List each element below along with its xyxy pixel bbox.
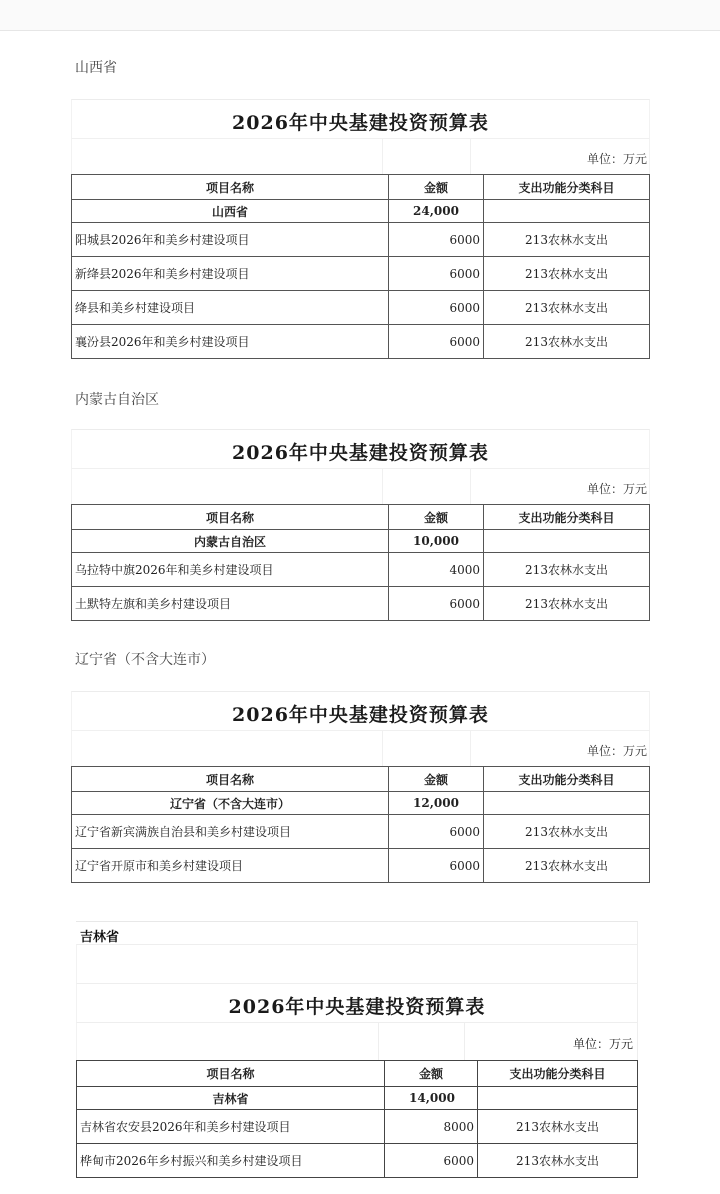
summary-name: 山西省 [72, 200, 389, 223]
table-header-row [72, 767, 650, 792]
sheet-title: 2026年中央基建投资预算表 [232, 442, 489, 464]
col-header-category: 支出功能分类科目 [484, 767, 650, 792]
sheet-title: 2026年中央基建投资预算表 [232, 112, 489, 134]
section-label-shanxi: 山西省 [75, 60, 117, 76]
project-category: 213农林水支出 [484, 553, 650, 587]
sheet-title: 2026年中央基建投资预算表 [228, 996, 486, 1018]
project-amount: 6000 [389, 325, 484, 359]
summary-row [77, 1087, 638, 1110]
summary-amount: 14,000 [385, 1087, 478, 1110]
project-amount: 6000 [389, 815, 484, 849]
table-row [77, 1110, 638, 1144]
col-header-category: 支出功能分类科目 [478, 1061, 638, 1087]
budget-table [71, 504, 650, 621]
project-amount: 6000 [389, 257, 484, 291]
project-category: 213农林水支出 [484, 291, 650, 325]
col-header-amount: 金额 [389, 505, 484, 530]
project-name: 桦甸市2026年乡村振兴和美乡村建设项目 [77, 1144, 385, 1178]
unit-label: 单位：万元 [586, 152, 647, 166]
project-amount: 8000 [385, 1110, 478, 1144]
summary-row [72, 200, 650, 223]
project-category: 213农林水支出 [484, 815, 650, 849]
project-name: 襄汾县2026年和美乡村建设项目 [72, 325, 389, 359]
project-name: 阳城县2026年和美乡村建设项目 [72, 223, 389, 257]
project-amount: 6000 [389, 587, 484, 621]
budget-sheet-liaoning [71, 691, 650, 883]
unit-label: 单位：万元 [586, 744, 647, 758]
col-header-category: 支出功能分类科目 [484, 175, 650, 200]
project-name: 辽宁省开原市和美乡村建设项目 [72, 849, 389, 883]
top-bar [0, 0, 720, 31]
budget-sheet-inner-mongolia [71, 429, 650, 621]
project-name: 绛县和美乡村建设项目 [72, 291, 389, 325]
section-label-liaoning: 辽宁省（不含大连市） [75, 652, 215, 668]
unit-label: 单位：万元 [572, 1037, 633, 1051]
summary-name: 吉林省 [77, 1087, 385, 1110]
project-amount: 6000 [389, 849, 484, 883]
section-label-inner-mongolia: 内蒙古自治区 [75, 392, 159, 408]
table-row [77, 1144, 638, 1178]
project-category: 213农林水支出 [484, 587, 650, 621]
project-name: 吉林省农安县2026年和美乡村建设项目 [77, 1110, 385, 1144]
table-row [72, 257, 650, 291]
project-amount: 4000 [389, 553, 484, 587]
project-amount: 6000 [389, 291, 484, 325]
project-category: 213农林水支出 [484, 223, 650, 257]
table-row [72, 325, 650, 359]
project-name: 乌拉特中旗2026年和美乡村建设项目 [72, 553, 389, 587]
project-amount: 6000 [385, 1144, 478, 1178]
col-header-category: 支出功能分类科目 [484, 505, 650, 530]
summary-amount: 10,000 [389, 530, 484, 553]
project-category: 213农林水支出 [478, 1144, 638, 1178]
table-row [72, 553, 650, 587]
table-row [72, 223, 650, 257]
table-header-row [77, 1061, 638, 1087]
table-header-row [72, 505, 650, 530]
col-header-amount: 金额 [389, 767, 484, 792]
summary-row [72, 792, 650, 815]
table-row [72, 815, 650, 849]
project-name: 辽宁省新宾满族自治县和美乡村建设项目 [72, 815, 389, 849]
col-header-amount: 金额 [389, 175, 484, 200]
col-header-name: 项目名称 [72, 505, 389, 530]
table-row [72, 587, 650, 621]
unit-label: 单位：万元 [586, 482, 647, 496]
project-name: 新绛县2026年和美乡村建设项目 [72, 257, 389, 291]
summary-row [72, 530, 650, 553]
table-header-row [72, 175, 650, 200]
summary-name: 辽宁省（不含大连市） [72, 792, 389, 815]
project-amount: 6000 [389, 223, 484, 257]
budget-sheet-shanxi [71, 99, 650, 359]
project-category: 213农林水支出 [484, 325, 650, 359]
table-row [72, 849, 650, 883]
project-category: 213农林水支出 [484, 257, 650, 291]
section-label-jilin: 吉林省 [80, 930, 120, 945]
col-header-name: 项目名称 [77, 1061, 385, 1087]
summary-amount: 24,000 [389, 200, 484, 223]
budget-table [76, 1060, 638, 1178]
project-name: 土默特左旗和美乡村建设项目 [72, 587, 389, 621]
budget-sheet-jilin [76, 921, 638, 1178]
project-category: 213农林水支出 [484, 849, 650, 883]
project-category: 213农林水支出 [478, 1110, 638, 1144]
col-header-name: 项目名称 [72, 767, 389, 792]
budget-table [71, 766, 650, 883]
table-row [72, 291, 650, 325]
col-header-name: 项目名称 [72, 175, 389, 200]
summary-amount: 12,000 [389, 792, 484, 815]
budget-table [71, 174, 650, 359]
sheet-title: 2026年中央基建投资预算表 [232, 704, 489, 726]
summary-name: 内蒙古自治区 [72, 530, 389, 553]
col-header-amount: 金额 [385, 1061, 478, 1087]
